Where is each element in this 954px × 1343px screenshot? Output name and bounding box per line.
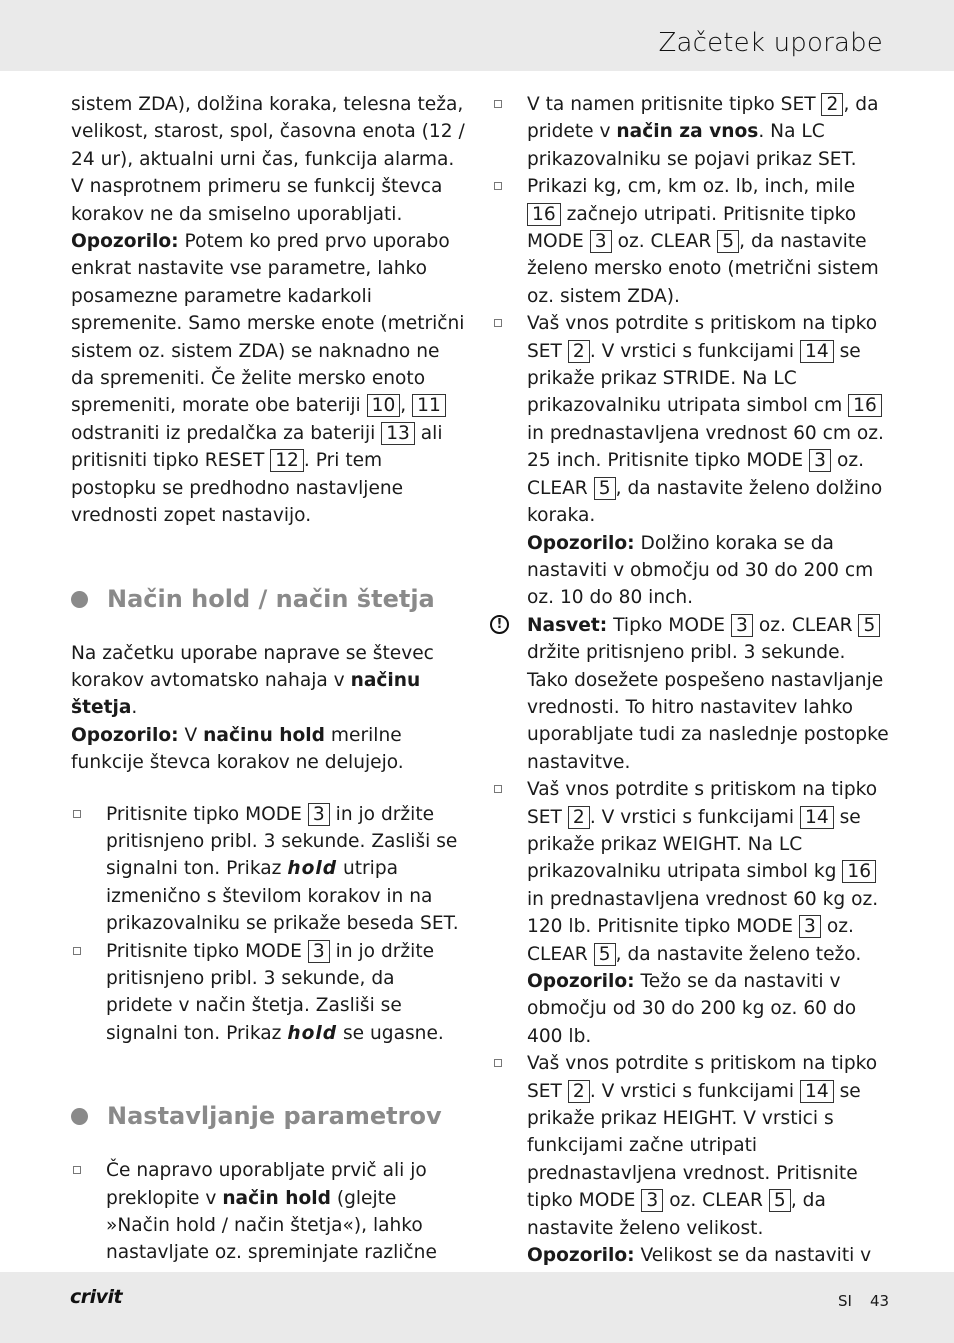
ref-box: 3 xyxy=(809,449,831,472)
item-text: in jo držite pritisnjeno pribl. 3 sekunde. Zasliši se signalni ton. Prikaz xyxy=(106,803,458,880)
list-item xyxy=(71,938,466,1048)
ref-box: 13 xyxy=(381,422,415,445)
ref-box: 5 xyxy=(858,614,880,637)
checkbox-bullet-icon xyxy=(73,1166,81,1174)
section-heading-text: Nastavljanje parametrov xyxy=(107,1102,442,1131)
section-heading-text: Način hold / način štetja xyxy=(107,584,435,613)
ref-box: 2 xyxy=(821,93,843,116)
item-text: (glejte »Način hold / način štetja«), lahko nastavljate oz. spreminjate različne xyxy=(106,1187,437,1264)
note-label: Opozorilo: xyxy=(71,724,179,746)
ref-box: 3 xyxy=(590,230,612,253)
item-text: oz. CLEAR xyxy=(663,1190,769,1212)
item-text: , da nastavite želeno mersko enoto (metrični sistem oz. sistem ZDA). xyxy=(527,231,879,307)
note-text: odstraniti iz predalčka za bateriji xyxy=(71,422,382,444)
right-column xyxy=(490,91,890,1324)
para-bold: načinu štetja xyxy=(71,669,421,719)
item-text: utripa izmenično s številom korakov in na prikazovalniku se prikaže beseda SET. xyxy=(106,858,459,935)
item-text: oz. CLEAR xyxy=(527,450,865,499)
page-number: 43 xyxy=(870,1292,890,1310)
item-text: se prikaže prikaz HEIGHT. V vrstici s funkcijami začne utripati prednastavljena vrednost. Pritisnite tipko MODE xyxy=(527,1080,861,1212)
list-item xyxy=(490,776,890,1050)
para-bold: načinu hold xyxy=(203,724,325,746)
ref-box: 5 xyxy=(717,230,739,253)
item-text: Pritisnite tipko MODE xyxy=(106,803,308,825)
note-text: Dolžino koraka se da nastaviti v območju od 30 do 200 cm oz. 10 do 80 inch. xyxy=(527,532,874,609)
item-text: Prikazi kg, cm, km oz. lb, inch, mile xyxy=(527,176,856,198)
footer-bar xyxy=(0,1272,954,1343)
checkbox-bullet-icon xyxy=(73,810,81,818)
item-text: . V vrstici s funkcijami xyxy=(589,340,800,362)
item-text: začnejo utripati. Pritisnite tipko MODE xyxy=(527,203,857,253)
note-text: Potem ko pred prvo uporabo enkrat nastavite vse parametre, lahko posamezne parametre kadarkoli spremenite. Samo merske enote (metrični sistem oz. sistem ZDA) se naknadno ne da spremeniti. Če želite mersko enoto spremeniti, morate obe bateriji xyxy=(71,231,465,417)
bullet-dot-icon xyxy=(71,591,88,608)
item-text: in jo držite pritisnjeno pribl. 3 sekunde, da pridete v način štetja. Zasliši se signalni ton. Prikaz xyxy=(106,940,435,1044)
section-heading-hold xyxy=(71,584,466,614)
item-text: Vaš vnos potrdite s pritiskom na tipko SET xyxy=(527,313,878,362)
ref-box: 14 xyxy=(800,1080,834,1103)
checkbox-bullet-icon xyxy=(494,785,502,793)
note-text: Velikost se da nastaviti v xyxy=(640,1245,872,1267)
left-column xyxy=(71,91,466,1294)
ref-box: 16 xyxy=(527,203,561,226)
item-text: se prikaže prikaz WEIGHT. Na LC prikazovalniku utripata simbol kg xyxy=(527,806,861,883)
list-item xyxy=(490,91,890,173)
exclamation-icon: ! xyxy=(490,615,509,634)
item-text: oz. CLEAR xyxy=(752,614,859,636)
para-text: . xyxy=(131,697,138,719)
ref-box: 5 xyxy=(769,1189,791,1212)
checkbox-bullet-icon xyxy=(494,100,502,108)
item-bold: način hold xyxy=(222,1187,331,1209)
para-text: merilne funkcije števca korakov ne delujejo. xyxy=(71,724,404,774)
ref-box: 10 xyxy=(367,394,401,417)
checkbox-bullet-icon xyxy=(494,182,502,190)
ref-box: 3 xyxy=(308,803,330,826)
list-item xyxy=(490,173,890,310)
checkbox-bullet-icon xyxy=(494,319,502,327)
section-heading-params xyxy=(71,1101,466,1131)
tip-item xyxy=(490,612,890,776)
brand-logo: crivit xyxy=(70,1286,123,1308)
ref-box: 14 xyxy=(800,806,834,829)
item-text: oz. CLEAR xyxy=(611,231,718,253)
page-title: Začetek uporabe xyxy=(658,28,883,58)
item-bold: način za vnos xyxy=(616,121,759,143)
ref-box: 2 xyxy=(568,340,590,363)
note-label: Opozorilo: xyxy=(527,1245,635,1267)
ref-box: 12 xyxy=(270,449,304,472)
item-text: se ugasne. xyxy=(337,1022,444,1044)
lcd-hold-symbol: hold xyxy=(287,1022,338,1044)
note-text: , xyxy=(400,395,413,417)
intro-paragraph: sistem ZDA), dolžina koraka, telesna teža, velikost, starost, spol, časovna enota (12 / 24 ur), aktualni urni čas, funkcija alarma. V nasprotnem primeru se funkcij števca korakov ne da smiselno uporabljati. xyxy=(71,94,465,225)
ref-box: 3 xyxy=(641,1189,663,1212)
item-text: , da nastavite želeno težo. xyxy=(615,943,862,965)
note-label: Opozorilo: xyxy=(71,231,179,253)
item-text: in prednastavljena vrednost 60 cm oz. 25 inch. Pritisnite tipko MODE xyxy=(527,422,884,472)
checkbox-bullet-icon xyxy=(494,1059,502,1067)
ref-box: 5 xyxy=(594,477,616,500)
ref-box: 16 xyxy=(842,860,876,883)
item-text: . V vrstici s funkcijami xyxy=(589,1080,800,1102)
ref-box: 3 xyxy=(731,614,753,637)
ref-box: 16 xyxy=(848,394,882,417)
note-text: ali pritisniti tipko RESET xyxy=(71,422,443,472)
ref-box: 3 xyxy=(308,940,330,963)
checkbox-bullet-icon xyxy=(73,947,81,955)
item-text: Vaš vnos potrdite s pritiskom na tipko SET xyxy=(527,1053,878,1102)
ref-box: 14 xyxy=(800,340,834,363)
item-text: . Na LC prikazovalniku se pojavi prikaz SET. xyxy=(527,121,857,170)
ref-box: 11 xyxy=(412,394,446,417)
item-text: držite pritisnjeno pribl. 3 sekunde. Tako dosežete pospešeno nastavljanje vrednosti. To hitro nastavitev lahko uporabljate tudi za naslednje postopke nastavitve. xyxy=(527,642,889,773)
item-text: , da nastavite želeno dolžino koraka. xyxy=(527,477,883,527)
item-text: , da pridete v xyxy=(527,94,879,143)
item-text: se prikaže prikaz STRIDE. Na LC prikazovalniku utripata simbol cm xyxy=(527,340,861,417)
item-text: Pritisnite tipko MODE xyxy=(106,940,308,962)
note-paragraph xyxy=(71,228,466,529)
ref-box: 2 xyxy=(568,1080,590,1103)
note-text: Težo se da nastaviti v območju od 30 do 200 kg oz. 60 do 400 lb. xyxy=(527,971,857,1047)
item-text: Če napravo uporabljate prvič ali jo preklopite v xyxy=(106,1160,427,1209)
footer-language: SI xyxy=(838,1292,852,1310)
item-text: oz. CLEAR xyxy=(527,916,854,965)
ref-box: 2 xyxy=(568,806,590,829)
para-text: V xyxy=(178,724,204,746)
ref-box: 5 xyxy=(594,943,616,966)
list-item xyxy=(490,310,890,611)
note-text: . Pri tem postopku se predhodno nastavljene vrednosti zopet nastavijo. xyxy=(71,450,404,527)
item-text: Vaš vnos potrdite s pritiskom na tipko SET xyxy=(527,779,878,828)
item-text: , da nastavite želeno velikost. xyxy=(527,1190,826,1239)
list-item xyxy=(71,801,466,938)
item-text: Tipko MODE xyxy=(607,614,731,636)
bullet-dot-icon xyxy=(71,1108,88,1125)
item-text: . V vrstici s funkcijami xyxy=(589,806,800,828)
item-text: V ta namen pritisnite tipko SET xyxy=(527,94,822,115)
tip-label: Nasvet: xyxy=(527,614,608,636)
para-text: Na začetku uporabe naprave se števec korakov avtomatsko nahaja v xyxy=(71,642,434,691)
note-label: Opozorilo: xyxy=(527,532,635,554)
hold-paragraph xyxy=(71,640,466,777)
item-text: in prednastavljena vrednost 60 kg oz. 120 lb. Pritisnite tipko MODE xyxy=(527,888,879,938)
note-label: Opozorilo: xyxy=(527,971,635,992)
ref-box: 3 xyxy=(799,915,821,938)
lcd-hold-symbol: hold xyxy=(287,858,338,880)
